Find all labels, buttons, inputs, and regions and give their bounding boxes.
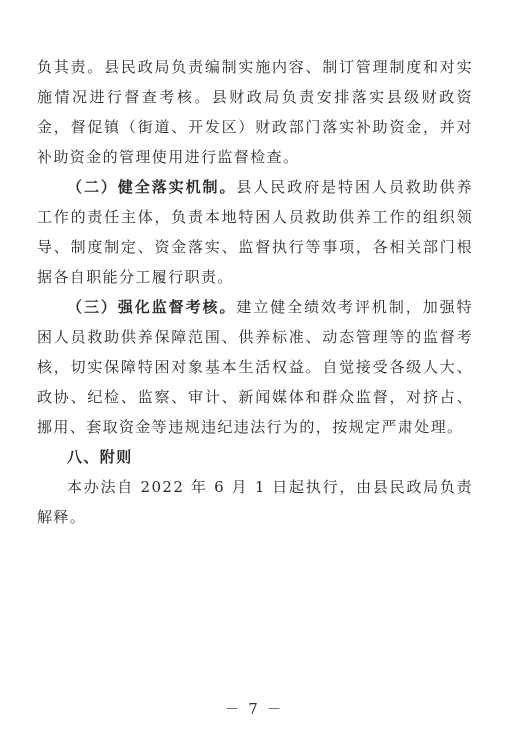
section-body-2: 县人民政府是特困人员救助供养工作的责任主体，负责本地特困人员救助供养工作的组织领导、制度制定、资金落实、监督执行等事项，各相关部门根据各自职能分工履行职责。	[37, 178, 473, 286]
chapter-heading: 八、附则	[67, 448, 133, 466]
section-body-3: 建立健全绩效考评机制，加强特困人员救助供养保障范围、供养标准、动态管理等的监督考核，切实保障特困对象基本生活权益。自觉接受各级人大、政协、纪检、监察、审计、新闻媒体和群众监督，对挤占、挪用、套取资金等违规违纪违法行为的，按规定严肃处理。	[37, 298, 473, 436]
section-heading-2: （二）健全落实机制。	[67, 178, 237, 196]
page-number: － 7 －	[224, 700, 284, 718]
continuation-paragraph: 负其责。县民政局负责编制实施内容、制订管理制度和对实施情况进行督查考核。县财政局负责安排落实县级财政资金，督促镇（街道、开发区）财政部门落实补助资金，并对补助资金的管理使用进行监督检查。	[37, 58, 473, 166]
section-paragraph-2	[37, 172, 473, 292]
section-paragraph-3	[37, 292, 473, 442]
final-paragraph: 本办法自 2022 年 6 月 1 日起执行，由县民政局负责解释。	[37, 478, 473, 526]
section-heading-3: （三）强化监督考核。	[67, 298, 237, 316]
document-body	[37, 52, 473, 532]
